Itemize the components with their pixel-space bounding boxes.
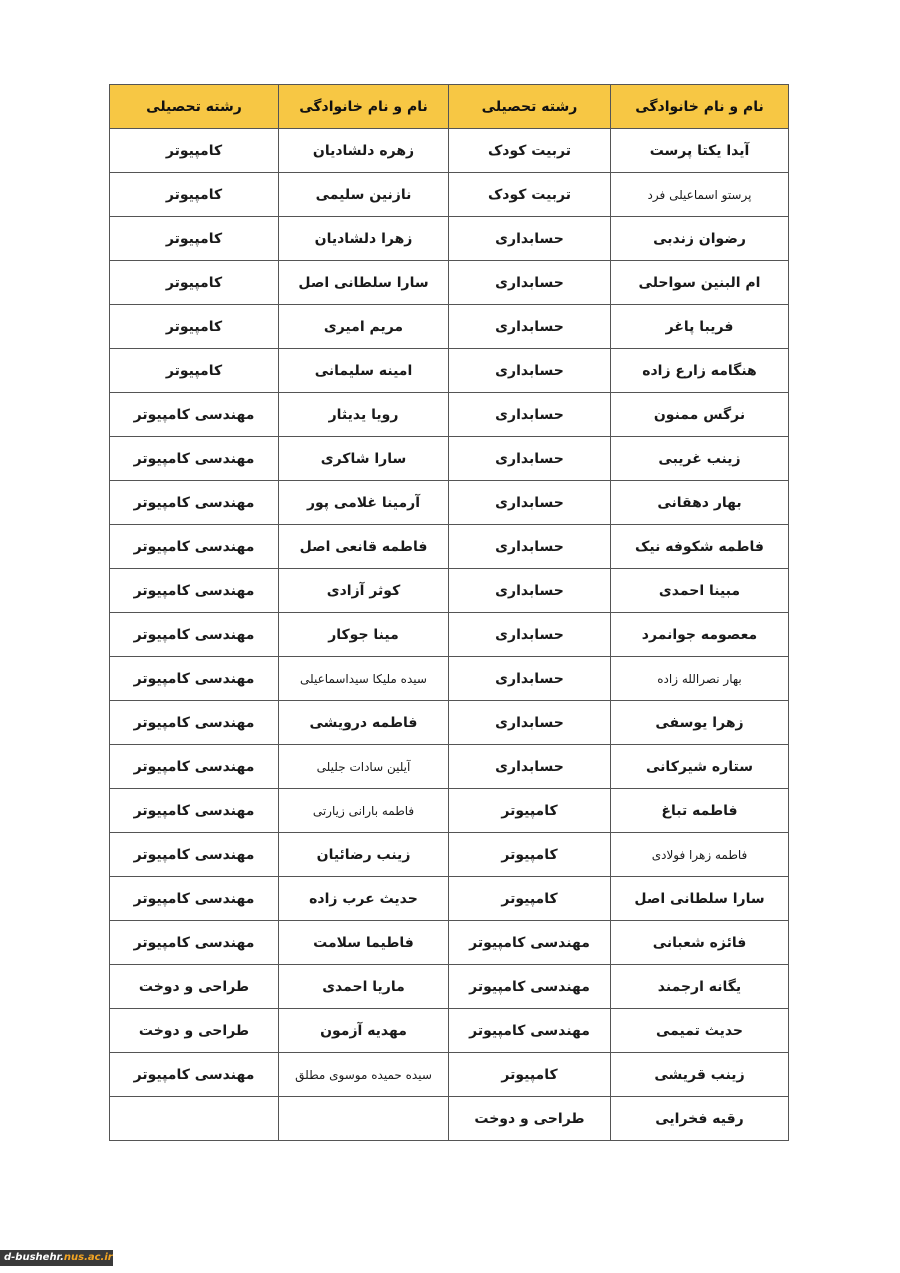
name-cell-col-2: آرمینا غلامی پور [279,481,449,525]
table-row [110,921,789,965]
name-cell-col-1: آیدا یکتا پرست [611,129,789,173]
table-row [110,745,789,789]
name-cell-col-1: ستاره شیرکانی [611,745,789,789]
field-cell-col-2: مهندسی کامپیوتر [110,613,279,657]
name-cell-col-1: معصومه جوانمرد [611,613,789,657]
field-cell-col-1: حسابداری [449,569,611,613]
field-cell-col-2: طراحی و دوخت [110,965,279,1009]
table-row [110,965,789,1009]
field-cell-col-1: حسابداری [449,481,611,525]
table-row [110,481,789,525]
name-cell-col-2: کوثر آزادی [279,569,449,613]
name-cell-col-2: سارا سلطانی اصل [279,261,449,305]
field-cell-col-2: طراحی و دوخت [110,1009,279,1053]
field-cell-col-1: حسابداری [449,261,611,305]
field-cell-col-2: مهندسی کامپیوتر [110,481,279,525]
name-cell-col-1: فائزه شعبانی [611,921,789,965]
table-row [110,1097,789,1141]
table-row [110,701,789,745]
table-body [110,129,789,1141]
name-cell-col-2: سیده ملیکا سیداسماعیلی [279,657,449,701]
table-row [110,129,789,173]
name-cell-col-2: فاطیما سلامت [279,921,449,965]
header-name-col-1: نام و نام خانوادگی [611,85,789,129]
field-cell-col-1: تربیت کودک [449,129,611,173]
field-cell-col-1: مهندسی کامپیوتر [449,965,611,1009]
field-cell-col-1: حسابداری [449,437,611,481]
field-cell-col-2: مهندسی کامپیوتر [110,437,279,481]
name-cell-col-1: فاطمه شکوفه نیک [611,525,789,569]
name-cell-col-1: هنگامه زارع زاده [611,349,789,393]
name-cell-col-1: فریبا پاغر [611,305,789,349]
table-row [110,525,789,569]
field-cell-col-1: کامپیوتر [449,877,611,921]
table-row [110,1053,789,1097]
field-cell-col-2: مهندسی کامپیوتر [110,525,279,569]
field-cell-col-2: مهندسی کامپیوتر [110,745,279,789]
field-cell-col-2: کامپیوتر [110,173,279,217]
table-row [110,613,789,657]
name-cell-col-1: فاطمه زهرا فولادی [611,833,789,877]
field-cell-col-1: مهندسی کامپیوتر [449,921,611,965]
name-cell-col-2: مهدیه آزمون [279,1009,449,1053]
name-cell-col-1: بهار دهقانی [611,481,789,525]
table-header-row [110,85,789,129]
table-row [110,393,789,437]
field-cell-col-1: کامپیوتر [449,1053,611,1097]
field-cell-col-1: حسابداری [449,393,611,437]
name-cell-col-1: پرستو اسماعیلی فرد [611,173,789,217]
name-cell-col-1: زهرا یوسفی [611,701,789,745]
field-cell-col-1: حسابداری [449,613,611,657]
student-roster-table [109,84,789,1141]
watermark-prefix: d-bushehr. [4,1252,64,1263]
table-row [110,349,789,393]
header-field-col-1: رشته تحصیلی [449,85,611,129]
field-cell-col-2: مهندسی کامپیوتر [110,833,279,877]
name-cell-col-2: امینه سلیمانی [279,349,449,393]
name-cell-col-2: حدیث عرب زاده [279,877,449,921]
name-cell-col-1: مبینا احمدی [611,569,789,613]
field-cell-col-2: مهندسی کامپیوتر [110,1053,279,1097]
field-cell-col-1: حسابداری [449,657,611,701]
table-row [110,305,789,349]
table-row [110,437,789,481]
name-cell-col-1: رقیه فخرایی [611,1097,789,1141]
field-cell-col-2: مهندسی کامپیوتر [110,657,279,701]
field-cell-col-2: کامپیوتر [110,349,279,393]
field-cell-col-1: حسابداری [449,525,611,569]
name-cell-col-2: سیده حمیده موسوی مطلق [279,1053,449,1097]
name-cell-col-1: فاطمه تباغ [611,789,789,833]
table-row [110,1009,789,1053]
field-cell-col-1: حسابداری [449,217,611,261]
name-cell-col-2: فاطمه درویشی [279,701,449,745]
name-cell-col-2: ماریا احمدی [279,965,449,1009]
site-watermark [0,1250,113,1266]
field-cell-col-2: مهندسی کامپیوتر [110,789,279,833]
field-cell-col-2: مهندسی کامپیوتر [110,701,279,745]
field-cell-col-1: حسابداری [449,349,611,393]
name-cell-col-2: زهره دلشادیان [279,129,449,173]
field-cell-col-2: مهندسی کامپیوتر [110,921,279,965]
field-cell-col-2: کامپیوتر [110,305,279,349]
name-cell-col-2: فاطمه بارانی زیارتی [279,789,449,833]
name-cell-col-1: زینب قریشی [611,1053,789,1097]
table-row [110,173,789,217]
name-cell-col-2: زینب رضائیان [279,833,449,877]
field-cell-col-2: کامپیوتر [110,261,279,305]
table-row [110,261,789,305]
table-row [110,657,789,701]
name-cell-col-1: زینب غریبی [611,437,789,481]
header-field-col-2: رشته تحصیلی [110,85,279,129]
field-cell-col-1: تربیت کودک [449,173,611,217]
name-cell-col-2: فاطمه قانعی اصل [279,525,449,569]
watermark-accent: nus.ac.ir [63,1252,113,1263]
name-cell-col-2: زهرا دلشادیان [279,217,449,261]
name-cell-col-1: رضوان زندبی [611,217,789,261]
table-row [110,877,789,921]
name-cell-col-1: سارا سلطانی اصل [611,877,789,921]
table-row [110,833,789,877]
name-cell-col-1: حدیث تمیمی [611,1009,789,1053]
table-row [110,789,789,833]
field-cell-col-2 [110,1097,279,1141]
name-cell-col-2: آیلین سادات جلیلی [279,745,449,789]
field-cell-col-1: کامپیوتر [449,833,611,877]
field-cell-col-2: مهندسی کامپیوتر [110,877,279,921]
header-name-col-2: نام و نام خانوادگی [279,85,449,129]
field-cell-col-2: کامپیوتر [110,217,279,261]
field-cell-col-1: حسابداری [449,701,611,745]
name-cell-col-1: بهار نصرالله زاده [611,657,789,701]
field-cell-col-2: مهندسی کامپیوتر [110,393,279,437]
field-cell-col-1: کامپیوتر [449,789,611,833]
name-cell-col-2: سارا شاکری [279,437,449,481]
field-cell-col-1: طراحی و دوخت [449,1097,611,1141]
name-cell-col-1: ام البنین سواحلی [611,261,789,305]
field-cell-col-1: حسابداری [449,305,611,349]
name-cell-col-1: نرگس ممنون [611,393,789,437]
field-cell-col-2: کامپیوتر [110,129,279,173]
field-cell-col-1: حسابداری [449,745,611,789]
name-cell-col-1: یگانه ارجمند [611,965,789,1009]
table-row [110,217,789,261]
field-cell-col-2: مهندسی کامپیوتر [110,569,279,613]
name-cell-col-2: مینا جوکار [279,613,449,657]
name-cell-col-2: نازنین سلیمی [279,173,449,217]
table-row [110,569,789,613]
field-cell-col-1: مهندسی کامپیوتر [449,1009,611,1053]
name-cell-col-2 [279,1097,449,1141]
name-cell-col-2: مریم امیری [279,305,449,349]
name-cell-col-2: رویا یدیثار [279,393,449,437]
